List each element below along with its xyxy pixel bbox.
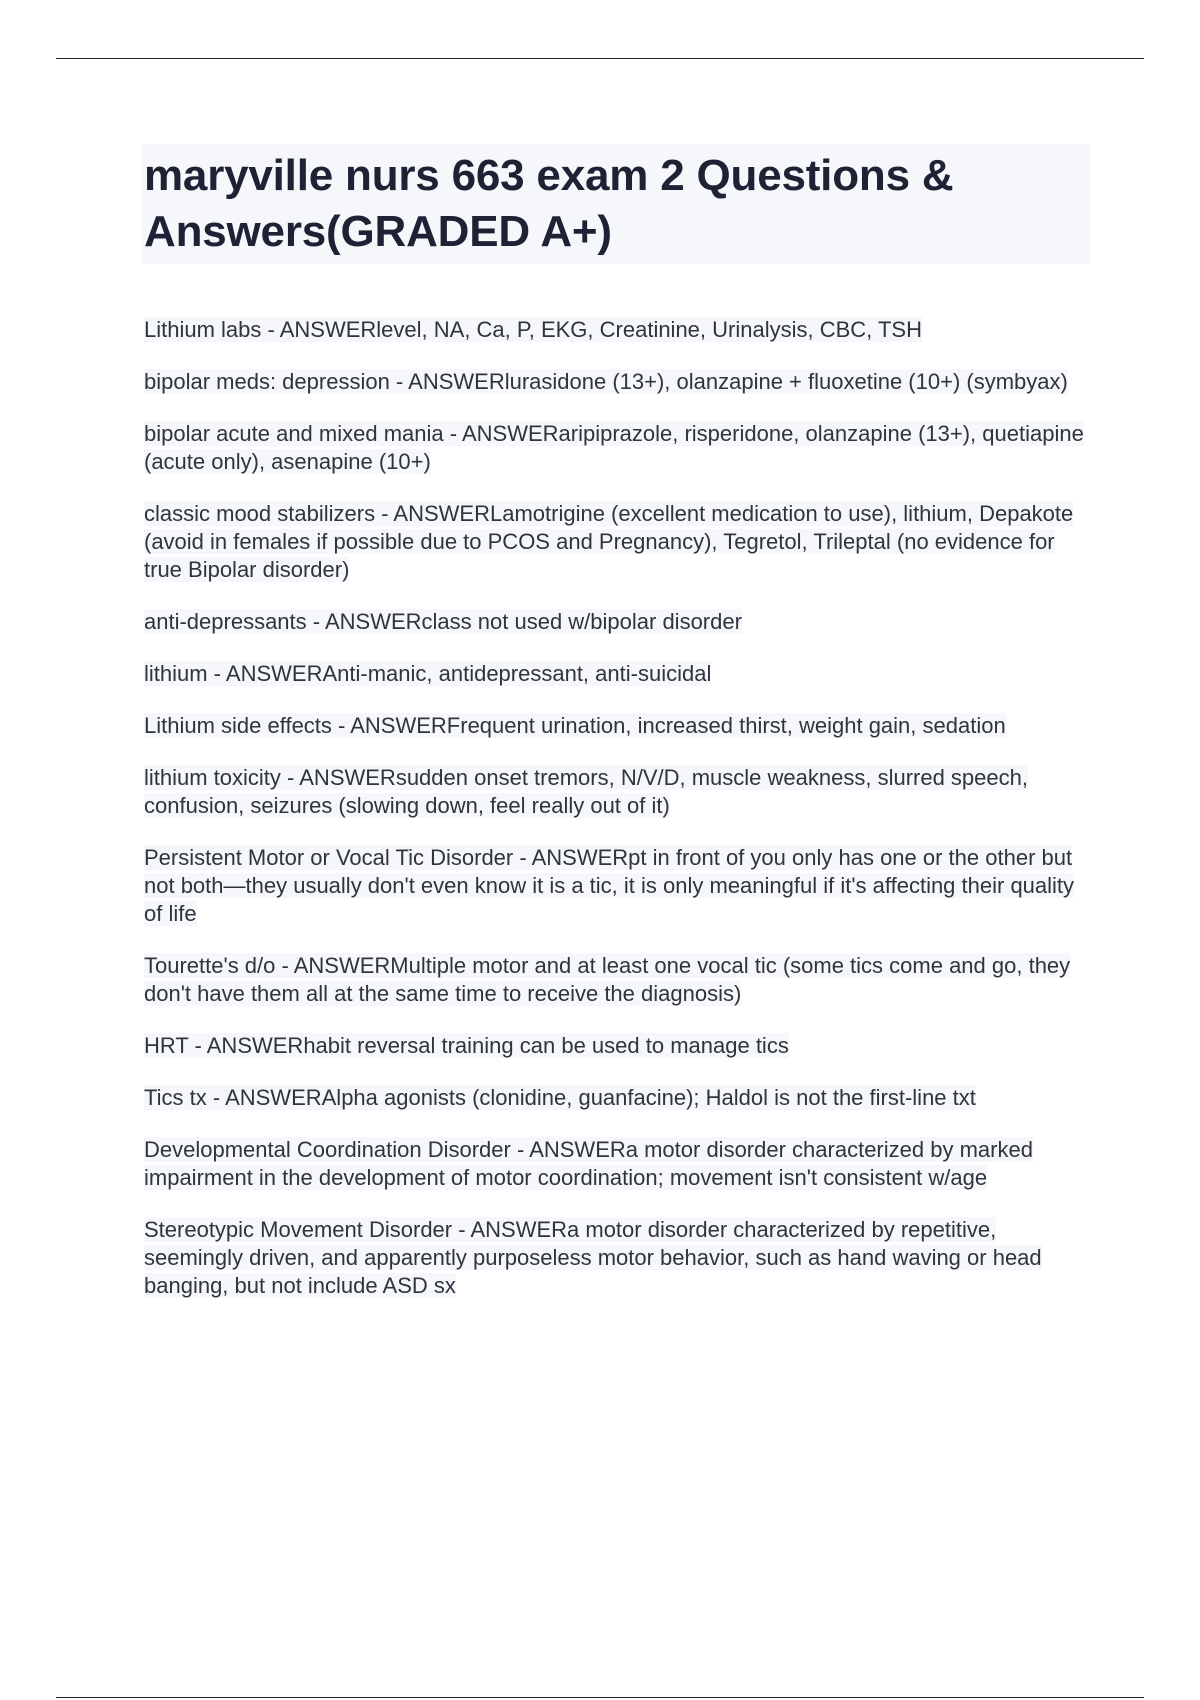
qa-item — [144, 952, 1090, 1008]
qa-item-text: classic mood stabilizers - ANSWERLamotrigine (excellent medication to use), lithium, Depakote (avoid in females if possible due to PCOS and Pregnancy), Tegretol, Trileptal (no evidence for true Bipolar disorder) — [144, 501, 1074, 582]
qa-item — [144, 608, 1090, 636]
qa-item — [144, 1216, 1090, 1300]
qa-item-text: Lithium side effects - ANSWERFrequent urination, increased thirst, weight gain, sedation — [144, 713, 1006, 738]
qa-item-text: Lithium labs - ANSWERlevel, NA, Ca, P, EKG, Creatinine, Urinalysis, CBC, TSH — [144, 317, 922, 342]
top-divider — [56, 58, 1144, 59]
qa-item-text: anti-depressants - ANSWERclass not used w/bipolar disorder — [144, 609, 742, 634]
qa-item-text: Tourette's d/o - ANSWERMultiple motor and at least one vocal tic (some tics come and go, they don't have them all at the same time to receive the diagnosis) — [144, 953, 1071, 1006]
qa-item — [144, 420, 1090, 476]
document-body — [144, 144, 1090, 1324]
qa-item — [144, 368, 1090, 396]
qa-item — [144, 764, 1090, 820]
qa-item — [144, 316, 1090, 344]
qa-item-text: bipolar acute and mixed mania - ANSWERaripiprazole, risperidone, olanzapine (13+), quetiapine (acute only), asenapine (10+) — [144, 421, 1084, 474]
qa-item-text: HRT - ANSWERhabit reversal training can be used to manage tics — [144, 1033, 789, 1058]
qa-item-text: Stereotypic Movement Disorder - ANSWERa motor disorder characterized by repetitive, seemingly driven, and apparently purposeless motor behavior, such as hand waving or head banging, but not include ASD sx — [144, 1217, 1042, 1298]
qa-item-text: Tics tx - ANSWERAlpha agonists (clonidine, guanfacine); Haldol is not the first-line txt — [144, 1085, 976, 1110]
qa-item-text: lithium toxicity - ANSWERsudden onset tremors, N/V/D, muscle weakness, slurred speech, confusion, seizures (slowing down, feel really out of it) — [144, 765, 1028, 818]
bottom-divider — [56, 1697, 1144, 1698]
qa-item — [144, 1136, 1090, 1192]
qa-item-text: bipolar meds: depression - ANSWERlurasidone (13+), olanzapine + fluoxetine (10+) (symbyax) — [144, 369, 1068, 394]
document-title: maryville nurs 663 exam 2 Questions & Answers(GRADED A+) — [144, 151, 954, 256]
title-block — [142, 144, 1090, 264]
qa-item — [144, 844, 1090, 928]
qa-list — [144, 316, 1090, 1300]
qa-item — [144, 1084, 1090, 1112]
qa-item — [144, 712, 1090, 740]
qa-item — [144, 500, 1090, 584]
qa-item — [144, 1032, 1090, 1060]
qa-item-text: Developmental Coordination Disorder - ANSWERa motor disorder characterized by marked impairment in the development of motor coordination; movement isn't consistent w/age — [144, 1137, 1033, 1190]
qa-item — [144, 660, 1090, 688]
qa-item-text: lithium - ANSWERAnti-manic, antidepressant, anti-suicidal — [144, 661, 712, 686]
qa-item-text: Persistent Motor or Vocal Tic Disorder - ANSWERpt in front of you only has one or the other but not both—they usually don't even know it is a tic, it is only meaningful if it's affecting their quality of life — [144, 845, 1075, 926]
